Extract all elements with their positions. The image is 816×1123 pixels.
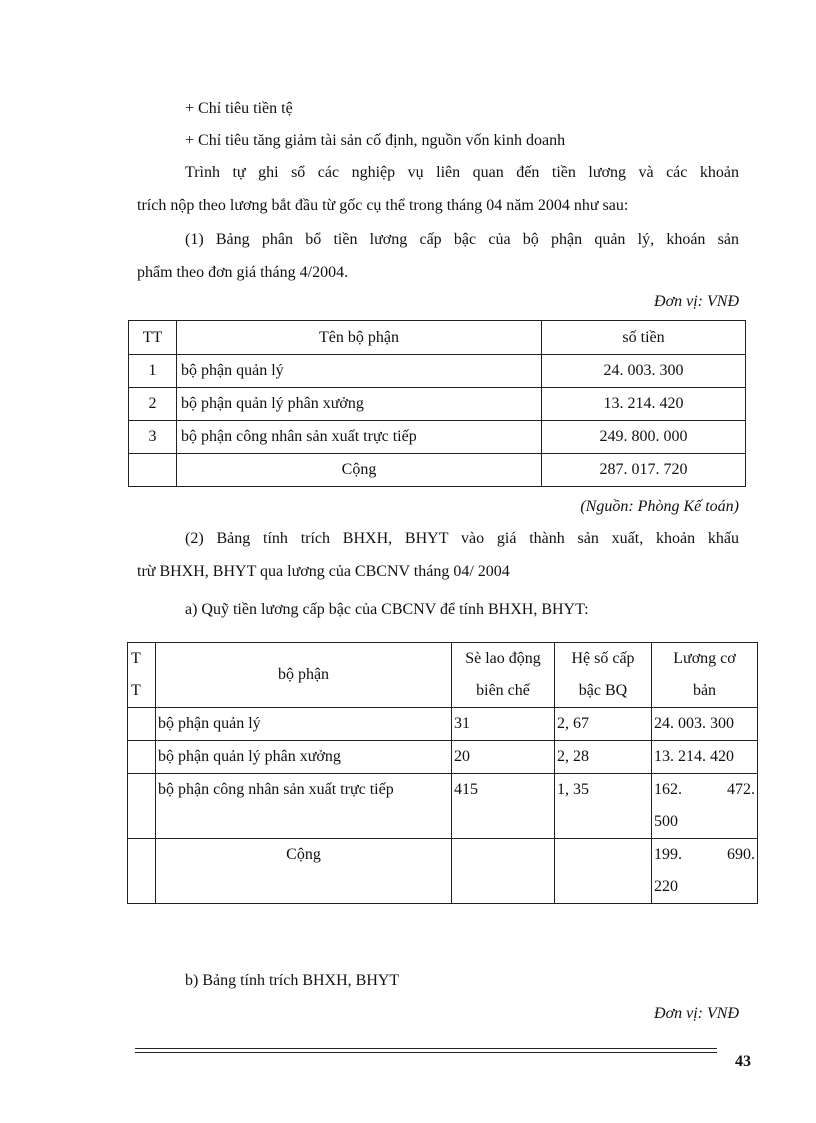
table2-header-tt-bottom: T	[131, 682, 141, 699]
table2-header-salary	[652, 643, 758, 708]
table2-total-workers-empty	[452, 839, 555, 904]
table2-total-salary-part-b: 690.	[727, 846, 755, 863]
table2-total-label: Cộng	[156, 839, 452, 904]
table2-header-coef-top: Hệ số cấp	[571, 650, 635, 667]
table1-header-tt: TT	[129, 321, 177, 355]
table1-cell-tt: 1	[129, 355, 177, 388]
footer-rule-top	[135, 1048, 717, 1049]
table2-header-salary-bottom: bản	[692, 682, 717, 699]
unit-label-1: Đơn vị: VNĐ	[654, 293, 739, 310]
table1-cell-tt: 2	[129, 388, 177, 421]
bullet-fixed-assets: + Chỉ tiêu tăng giảm tài sản cố định, nguồn vốn kinh doanh	[185, 132, 566, 149]
table1-total-tt-empty	[129, 454, 177, 487]
table2-header-workers-top: Sè lao động	[465, 650, 541, 667]
table2-header-name: bộ phận	[156, 643, 452, 708]
table2-header-coef-bottom: bậc BQ	[578, 682, 628, 699]
table2-cell-workers: 31	[452, 708, 555, 741]
table2-header-coef	[555, 643, 652, 708]
source-label: (Nguồn: Phòng Kế toán)	[580, 498, 739, 515]
table2-header-workers-bottom: biên chế	[476, 682, 530, 699]
table1-header-name: Tên bộ phận	[177, 321, 542, 355]
table2-cell-name: bộ phận quản lý phân xưởng	[156, 741, 452, 774]
table2-cell-name: bộ phận công nhân sản xuất trực tiếp	[156, 774, 452, 839]
table2-cell-tt	[128, 741, 156, 774]
paragraph-table2-title-line1: (2) Bảng tính trích BHXH, BHYT vào giá thành sản xuất, khoản khấu	[185, 530, 739, 547]
table2-header-tt-top: T	[131, 650, 141, 667]
table2-total-salary-part-a: 199.	[654, 846, 682, 863]
page-number: 43	[735, 1053, 751, 1070]
table2-cell-salary	[652, 774, 758, 839]
paragraph-sequence-line2: trích nộp theo lương bắt đầu từ gốc cụ thể trong tháng 04 năm 2004 như sau:	[137, 197, 629, 214]
paragraph-table2-title-line2: trừ BHXH, BHYT qua lương của CBCNV tháng 04/ 2004	[137, 563, 510, 580]
table1-header-row	[129, 321, 746, 355]
paragraph-table2-subtitle: a) Quỹ tiền lương cấp bậc của CBCNV để tính BHXH, BHYT:	[185, 601, 589, 618]
table-row	[129, 388, 746, 421]
table1-cell-name: bộ phận công nhân sản xuất trực tiếp	[177, 421, 542, 454]
table2-cell-coef: 1, 35	[555, 774, 652, 839]
table-row	[128, 774, 758, 839]
table2-total-salary-line1	[654, 839, 755, 871]
table1-total-row	[129, 454, 746, 487]
table1-cell-name: bộ phận quản lý	[177, 355, 542, 388]
table1-cell-tt: 3	[129, 421, 177, 454]
footer-rule-bottom	[135, 1052, 717, 1053]
table1-cell-amount: 13. 214. 420	[542, 388, 746, 421]
table2-total-coef-empty	[555, 839, 652, 904]
table-row	[129, 355, 746, 388]
table2-total-salary-part-c: 220	[654, 878, 678, 895]
table2-cell-salary: 24. 003. 300	[652, 708, 758, 741]
paragraph-table3-title: b) Bảng tính trích BHXH, BHYT	[185, 972, 400, 989]
table2-total-row	[128, 839, 758, 904]
table2-cell-coef: 2, 28	[555, 741, 652, 774]
paragraph-table1-title-line1: (1) Bảng phân bổ tiền lương cấp bậc của bộ phận quản lý, khoán sản	[185, 231, 739, 248]
unit-label-2: Đơn vị: VNĐ	[654, 1005, 739, 1022]
table1-cell-name: bộ phận quản lý phân xưởng	[177, 388, 542, 421]
table2-total-salary	[652, 839, 758, 904]
table-row	[128, 741, 758, 774]
salary-allocation-table	[128, 320, 746, 487]
table1-cell-amount: 249. 800. 000	[542, 421, 746, 454]
salary-fund-table	[127, 642, 758, 904]
table2-salary-part-c: 500	[654, 813, 678, 830]
table2-cell-tt	[128, 708, 156, 741]
table1-header-amount: số tiền	[542, 321, 746, 355]
table2-cell-coef: 2, 67	[555, 708, 652, 741]
table2-header-workers	[452, 643, 555, 708]
table2-header-salary-top: Lương cơ	[673, 650, 736, 667]
table1-total-amount: 287. 017. 720	[542, 454, 746, 487]
table1-total-label: Cộng	[177, 454, 542, 487]
table1-cell-amount: 24. 003. 300	[542, 355, 746, 388]
table2-cell-salary: 13. 214. 420	[652, 741, 758, 774]
bullet-currency: + Chỉ tiêu tiền tệ	[185, 100, 293, 117]
table2-salary-part-a: 162.	[654, 781, 682, 798]
table-row	[129, 421, 746, 454]
table2-cell-tt	[128, 774, 156, 839]
table-row	[128, 708, 758, 741]
table2-cell-workers: 415	[452, 774, 555, 839]
table2-header-row	[128, 643, 758, 708]
paragraph-table1-title-line2: phẩm theo đơn giá tháng 4/2004.	[137, 264, 349, 281]
table2-salary-line1	[654, 774, 755, 806]
paragraph-sequence-line1: Trình tự ghi sổ các nghiệp vụ liên quan đến tiền lương và các khoản	[185, 164, 739, 181]
table2-header-tt	[128, 643, 156, 708]
table2-cell-workers: 20	[452, 741, 555, 774]
table2-cell-name: bộ phận quản lý	[156, 708, 452, 741]
table2-salary-part-b: 472.	[727, 781, 755, 798]
table2-total-tt-empty	[128, 839, 156, 904]
